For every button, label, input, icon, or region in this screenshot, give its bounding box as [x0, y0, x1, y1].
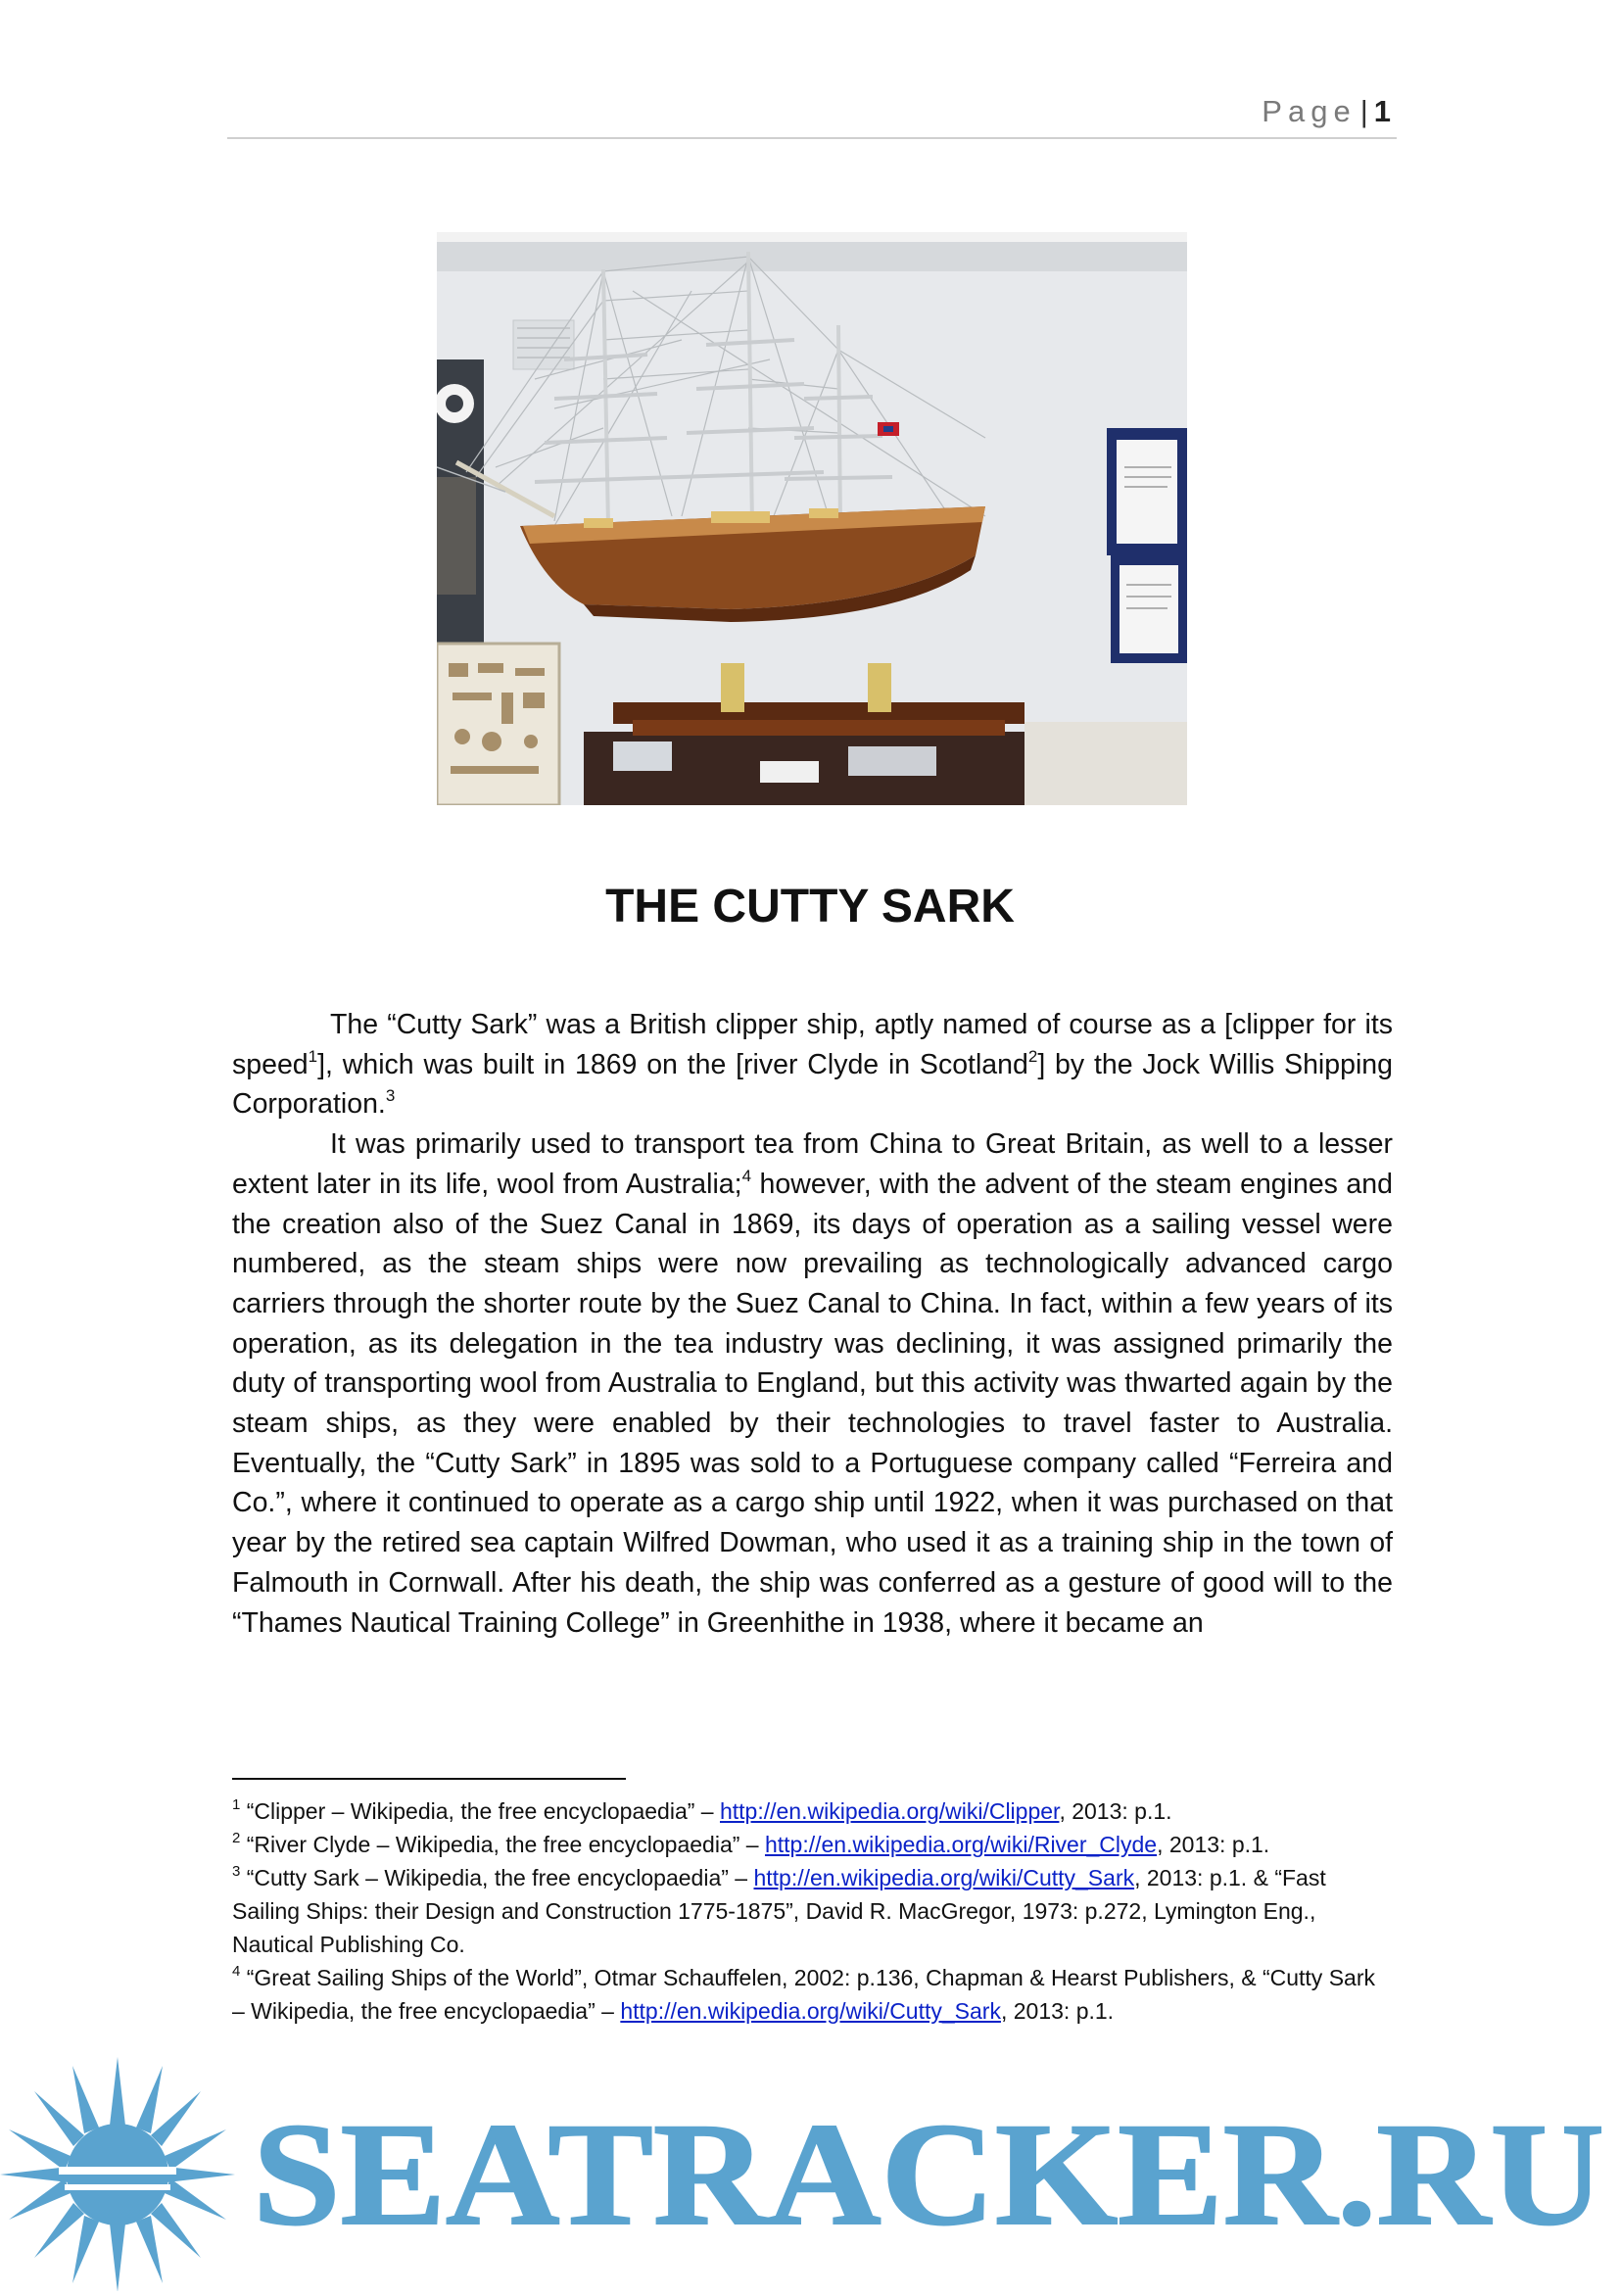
page-indicator [1262, 94, 1391, 129]
page-number: 1 [1373, 94, 1391, 128]
footnote-ref-2: 2 [1027, 1046, 1038, 1066]
footnote-4: $^4$ “Great Sailing Ships of the World”, Otmar Schauffelen, 2002: p.136, Chapman & Hearst Publishers, & “Cutty Sark – Wikipedia, the free encyclopaedia” – http://en.wikipedia.org/wiki/Cutty_Sark, 2013: p.1. [232, 1963, 1375, 2024]
page-word: Page [1262, 94, 1357, 128]
body-text [232, 1005, 1393, 1643]
footnote-2: $^2$ “River Clyde – Wikipedia, the free encyclopaedia” – http://en.wikipedia.org/wiki/River_Clyde, 2013: p.1. [232, 1830, 1270, 1857]
watermark-text: SEATRACKER.RU [253, 2093, 1604, 2256]
footnote-link-3[interactable]: http://en.wikipedia.org/wiki/Cutty_Sark [753, 1865, 1135, 1890]
page-separator: | [1359, 94, 1368, 128]
footnote-3: $^3$ “Cutty Sark – Wikipedia, the free encyclopaedia” – http://en.wikipedia.org/wiki/Cutty_Sark, 2013: p.1. & “Fast Sailing Ships: their Design and Construction 1775-1875”, David R. MacGregor, 1973: p.272, Lymington Eng., Nautical Publishing Co. [232, 1863, 1326, 1957]
page-header [227, 94, 1397, 139]
footnote-ref-3: 3 [385, 1086, 396, 1106]
footnote-link-4[interactable]: http://en.wikipedia.org/wiki/Cutty_Sark [620, 1998, 1001, 2024]
paragraph-2: It was primarily used to transport tea from China to Great Britain, as well to a lesser extent later in its life, wool from Australia;$^4$ however, with the advent of the steam engines and the creation also of the Suez Canal in 1869, its days of operation as a sailing vessel were numbered, as the steam ships were now prevailing as technologically advanced cargo carriers through the shorter route by the Suez Canal to China. In fact, within a few years of its operation, as its delegation in the tea industry was declining, it was assigned primarily the duty of transporting wool from Australia to England, but this activity was thwarted again by the steam ships, as they were enabled by their technologies to travel faster to Australia. Eventually, the “Cutty Sark” in 1895 was sold to a Portuguese company called “Ferreira and Co.”, where it continued to operate as a cargo ship until 1922, when it was purchased on that year by the retired sea captain Wilfred Dowman, who used it as a training ship in the town of Falmouth in Cornwall. After his death, the ship was conferred as a gesture of good will to the “Thames Nautical Training College” in Greenhithe in 1938, where it became an [232, 1128, 1393, 1639]
footnote-ref-1: 1 [308, 1046, 318, 1066]
footnote-ref-4: 4 [741, 1166, 752, 1185]
paragraph-1: The “Cutty Sark” was a British clipper ship, aptly named of course as a [clipper for its speed$^1$], which was built in 1869 on the [river Clyde in Scotland$^2$] by the Jock Willis Shipping Corporation.$^3$ [232, 1009, 1393, 1121]
page-title: THE CUTTY SARK [605, 881, 1015, 933]
watermark [0, 2037, 1620, 2291]
footnote-link-2[interactable]: http://en.wikipedia.org/wiki/River_Clyde [764, 1832, 1158, 1857]
footnote-separator [232, 1778, 626, 1780]
footnotes [232, 1794, 1393, 2028]
footnote-link-1[interactable]: http://en.wikipedia.org/wiki/Clipper [719, 1798, 1060, 1824]
footnote-1: $^1$ “Clipper – Wikipedia, the free encyclopaedia” – http://en.wikipedia.org/wiki/Clipper, 2013: p.1. [232, 1796, 1172, 1824]
ship-model-photo [437, 232, 1187, 805]
